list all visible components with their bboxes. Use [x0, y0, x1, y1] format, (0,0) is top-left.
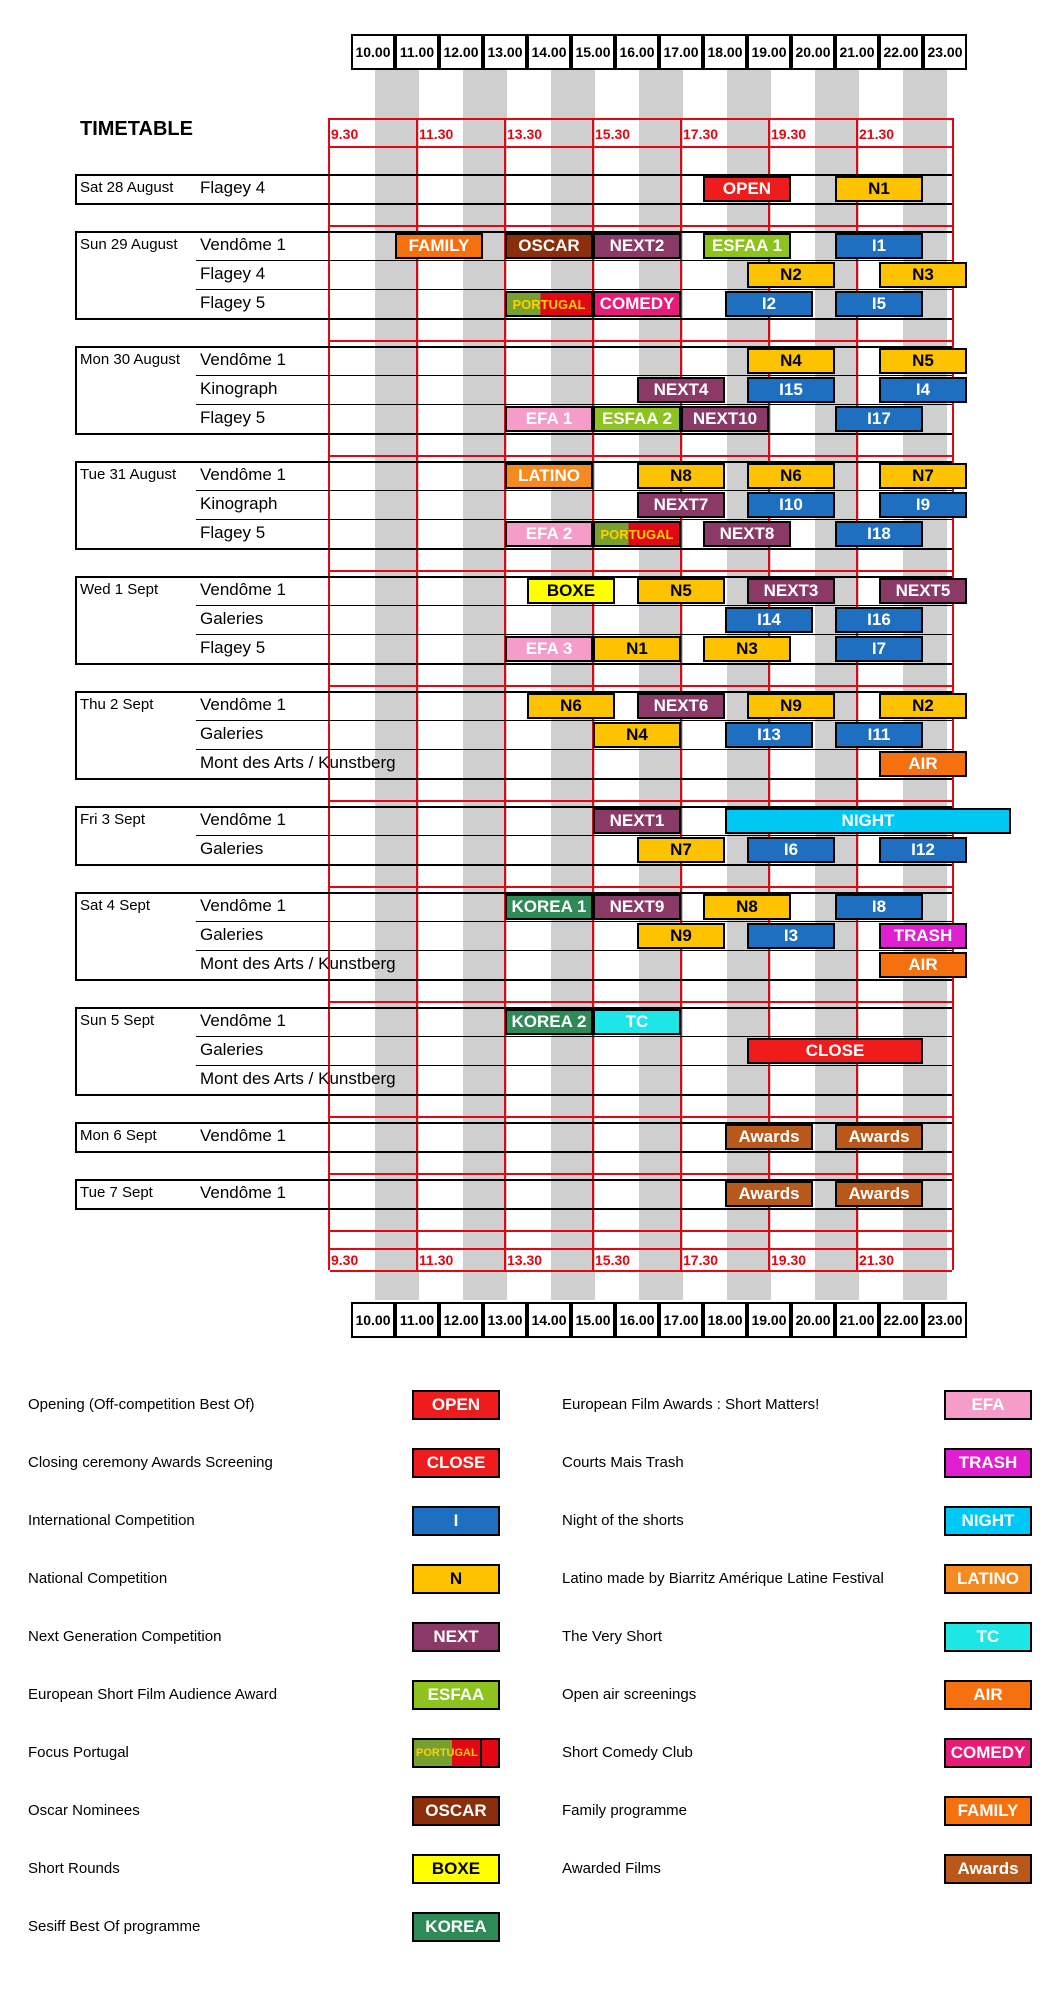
hour-header-bottom: 13.00 — [483, 1302, 527, 1338]
grid-line — [330, 1001, 952, 1003]
venue-label: Galeries — [200, 1040, 264, 1059]
event-esfaa[interactable]: ESFAA 1 — [703, 233, 791, 259]
timetable-title: TIMETABLE — [80, 118, 193, 140]
event-n[interactable]: N1 — [593, 636, 681, 662]
event-close[interactable]: CLOSE — [747, 1038, 923, 1064]
half-hour-label: 17.30 — [683, 126, 719, 142]
day-label: Wed 1 Sept — [80, 581, 159, 598]
venue-label: Flagey 5 — [200, 408, 266, 427]
half-hour-label: 9.30 — [331, 126, 359, 142]
day-left-line — [75, 691, 77, 778]
event-portugal[interactable]: PORTUGAL — [505, 291, 593, 317]
half-hour-label: 21.30 — [859, 1252, 895, 1268]
event-open[interactable]: OPEN — [703, 176, 791, 202]
grid-line — [330, 146, 952, 148]
day-label: Tue 7 Sept — [80, 1184, 153, 1201]
hour-header-top: 16.00 — [615, 34, 659, 70]
legend-label-right: Family programme — [562, 1802, 688, 1819]
hour-stripe — [903, 34, 947, 1300]
legend-label-right: The Very Short — [562, 1628, 663, 1645]
legend-label-left: Oscar Nominees — [28, 1802, 140, 1819]
legend-swatch-oscar: OSCAR — [412, 1796, 500, 1826]
day-label: Tue 31 August — [80, 466, 177, 483]
event-n[interactable]: N9 — [637, 923, 725, 949]
legend-swatch-korea: KOREA — [412, 1912, 500, 1942]
legend-swatch-boxe: BOXE — [412, 1854, 500, 1884]
hour-header-bottom: 23.00 — [923, 1302, 967, 1338]
venue-separator — [196, 289, 952, 290]
event-air[interactable]: AIR — [879, 751, 967, 777]
event-i[interactable]: I7 — [835, 636, 923, 662]
legend-label-right: Courts Mais Trash — [562, 1454, 684, 1471]
half-hour-label: 15.30 — [595, 1252, 631, 1268]
day-left-line — [75, 806, 77, 864]
day-left-line — [75, 1179, 77, 1208]
venue-label: Vendôme 1 — [200, 810, 287, 829]
legend-label-left: Short Rounds — [28, 1860, 120, 1877]
venue-label: Kinograph — [200, 494, 278, 513]
event-efa[interactable]: EFA 1 — [505, 406, 593, 432]
half-hour-label: 19.30 — [771, 1252, 807, 1268]
half-hour-line — [328, 118, 330, 1270]
day-bottom-line — [75, 663, 952, 665]
venue-label: Kinograph — [200, 379, 278, 398]
event-next[interactable]: NEXT7 — [637, 492, 725, 518]
venue-separator — [196, 375, 952, 376]
day-bottom-line — [75, 1094, 952, 1096]
venue-separator — [196, 749, 952, 750]
venue-label: Galeries — [200, 724, 264, 743]
grid-line — [330, 1230, 952, 1232]
grid-line — [330, 1248, 952, 1250]
grid-line — [330, 800, 952, 802]
legend-swatch-next: NEXT — [412, 1622, 500, 1652]
day-separator — [75, 1122, 952, 1124]
venue-label: Vendôme 1 — [200, 235, 287, 254]
day-bottom-line — [75, 433, 952, 435]
event-i[interactable]: I4 — [879, 377, 967, 403]
grid-line — [330, 1270, 952, 1272]
event-awards[interactable]: Awards — [725, 1181, 813, 1207]
day-bottom-line — [75, 318, 952, 320]
event-n[interactable]: N9 — [747, 693, 835, 719]
event-awards[interactable]: Awards — [835, 1124, 923, 1150]
legend-label-left: European Short Film Audience Award — [28, 1686, 278, 1703]
hour-header-top: 21.00 — [835, 34, 879, 70]
venue-separator — [196, 260, 952, 261]
event-n[interactable]: N8 — [703, 894, 791, 920]
day-label: Fri 3 Sept — [80, 811, 146, 828]
event-boxe[interactable]: BOXE — [527, 578, 615, 604]
event-i[interactable]: I8 — [835, 894, 923, 920]
event-n[interactable]: N7 — [879, 463, 967, 489]
day-left-line — [75, 461, 77, 548]
legend — [0, 1370, 1057, 1970]
legend-swatch-trash: TRASH — [944, 1448, 1032, 1478]
hour-header-bottom: 12.00 — [439, 1302, 483, 1338]
hour-header-top: 23.00 — [923, 34, 967, 70]
hour-stripe — [551, 34, 595, 1300]
venue-separator — [196, 1065, 952, 1066]
event-i[interactable]: I12 — [879, 837, 967, 863]
hour-header-top: 22.00 — [879, 34, 923, 70]
legend-label-left: Sesiff Best Of programme — [28, 1918, 201, 1935]
legend-swatch-i: I — [412, 1506, 500, 1536]
event-n[interactable]: N2 — [879, 693, 967, 719]
legend-label-right: Latino made by Biarritz Amérique Latine Festival — [562, 1570, 884, 1587]
half-hour-label: 21.30 — [859, 126, 895, 142]
hour-header-top: 17.00 — [659, 34, 703, 70]
event-n[interactable]: N4 — [593, 722, 681, 748]
hour-header-top: 13.00 — [483, 34, 527, 70]
event-next[interactable]: NEXT4 — [637, 377, 725, 403]
legend-swatch-tc: TC — [944, 1622, 1032, 1652]
day-label: Mon 6 Sept — [80, 1127, 157, 1144]
event-family[interactable]: FAMILY — [395, 233, 483, 259]
half-hour-label: 9.30 — [331, 1252, 359, 1268]
legend-swatch-efa: EFA — [944, 1390, 1032, 1420]
day-bottom-line — [75, 548, 952, 550]
hour-header-bottom: 16.00 — [615, 1302, 659, 1338]
event-next[interactable]: NEXT8 — [703, 521, 791, 547]
day-left-line — [75, 892, 77, 979]
half-hour-line — [416, 118, 418, 1270]
event-n[interactable]: N5 — [879, 348, 967, 374]
event-i[interactable]: I3 — [747, 923, 835, 949]
grid-line — [330, 225, 952, 227]
event-n[interactable]: N6 — [747, 463, 835, 489]
hour-stripe — [463, 34, 507, 1300]
venue-separator — [196, 490, 952, 491]
grid-line — [330, 455, 952, 457]
venue-separator — [196, 720, 952, 721]
hour-stripe — [639, 34, 683, 1300]
half-hour-label: 11.30 — [419, 1252, 454, 1268]
legend-swatch-air: AIR — [944, 1680, 1032, 1710]
hour-header-bottom: 10.00 — [351, 1302, 395, 1338]
event-n[interactable]: N7 — [637, 837, 725, 863]
event-i[interactable]: I5 — [835, 291, 923, 317]
legend-label-left: Focus Portugal — [28, 1744, 129, 1761]
grid-line — [330, 118, 952, 120]
event-next[interactable]: NEXT9 — [593, 894, 681, 920]
legend-swatch-esfaa: ESFAA — [412, 1680, 500, 1710]
venue-label: Galeries — [200, 839, 264, 858]
event-esfaa[interactable]: ESFAA 2 — [593, 406, 681, 432]
event-efa[interactable]: EFA 3 — [505, 636, 593, 662]
grid-line — [330, 340, 952, 342]
venue-separator — [196, 835, 952, 836]
grid-line — [330, 886, 952, 888]
event-i[interactable]: I2 — [725, 291, 813, 317]
grid-line — [330, 570, 952, 572]
event-comedy[interactable]: COMEDY — [593, 291, 681, 317]
legend-label-right: Night of the shorts — [562, 1512, 684, 1529]
event-i[interactable]: I11 — [835, 722, 923, 748]
legend-label-left: Next Generation Competition — [28, 1628, 222, 1645]
hour-header-bottom: 18.00 — [703, 1302, 747, 1338]
venue-label: Galeries — [200, 609, 264, 628]
hour-header-bottom: 22.00 — [879, 1302, 923, 1338]
hour-header-bottom: 19.00 — [747, 1302, 791, 1338]
hour-stripe — [815, 34, 859, 1300]
hour-header-bottom: 21.00 — [835, 1302, 879, 1338]
event-efa[interactable]: EFA 2 — [505, 521, 593, 547]
event-awards[interactable]: Awards — [835, 1181, 923, 1207]
event-awards[interactable]: Awards — [725, 1124, 813, 1150]
day-left-line — [75, 346, 77, 433]
venue-separator — [196, 950, 952, 951]
legend-swatch-n: N — [412, 1564, 500, 1594]
event-n[interactable]: N2 — [747, 262, 835, 288]
day-bottom-line — [75, 1208, 952, 1210]
legend-label-right: Awarded Films — [562, 1860, 661, 1877]
day-left-line — [75, 576, 77, 663]
event-latino[interactable]: LATINO — [505, 463, 593, 489]
event-i[interactable]: I18 — [835, 521, 923, 547]
venue-label: Vendôme 1 — [200, 695, 287, 714]
legend-swatch-close: CLOSE — [412, 1448, 500, 1478]
venue-label: Flagey 4 — [200, 178, 266, 197]
day-left-line — [75, 1007, 77, 1094]
legend-label-right: Short Comedy Club — [562, 1744, 693, 1761]
day-separator — [75, 174, 952, 176]
event-next[interactable]: NEXT10 — [681, 406, 769, 432]
legend-label-right: Open air screenings — [562, 1686, 697, 1703]
hour-header-top: 19.00 — [747, 34, 791, 70]
day-bottom-line — [75, 778, 952, 780]
event-next[interactable]: NEXT1 — [593, 808, 681, 834]
legend-label-left: National Competition — [28, 1570, 168, 1587]
legend-label-left: Opening (Off-competition Best Of) — [28, 1396, 255, 1413]
half-hour-label: 11.30 — [419, 126, 454, 142]
day-label: Sun 29 August — [80, 236, 178, 253]
legend-swatch-open: OPEN — [412, 1390, 500, 1420]
day-label: Thu 2 Sept — [80, 696, 154, 713]
event-n[interactable]: N8 — [637, 463, 725, 489]
event-next[interactable]: NEXT5 — [879, 578, 967, 604]
event-korea[interactable]: KOREA 1 — [505, 894, 593, 920]
half-hour-label: 13.30 — [507, 1252, 543, 1268]
day-label: Mon 30 August — [80, 351, 181, 368]
legend-swatch-comedy: COMEDY — [944, 1738, 1032, 1768]
venue-separator — [196, 519, 952, 520]
event-n[interactable]: N3 — [879, 262, 967, 288]
venue-label: Vendôme 1 — [200, 1011, 287, 1030]
day-bottom-line — [75, 203, 952, 205]
half-hour-label: 19.30 — [771, 126, 807, 142]
venue-label: Flagey 5 — [200, 293, 266, 312]
half-hour-label: 15.30 — [595, 126, 631, 142]
legend-swatch-awards: Awards — [944, 1854, 1032, 1884]
event-i[interactable]: I6 — [747, 837, 835, 863]
venue-label: Flagey 5 — [200, 523, 266, 542]
venue-separator — [196, 605, 952, 606]
event-oscar[interactable]: OSCAR — [505, 233, 593, 259]
venue-label: Vendôme 1 — [200, 896, 287, 915]
hour-header-top: 18.00 — [703, 34, 747, 70]
legend-label-left: Closing ceremony Awards Screening — [28, 1454, 273, 1471]
event-n[interactable]: N1 — [835, 176, 923, 202]
event-n[interactable]: N3 — [703, 636, 791, 662]
event-i[interactable]: I13 — [725, 722, 813, 748]
hour-header-top: 10.00 — [351, 34, 395, 70]
event-night[interactable]: NIGHT — [725, 808, 1011, 834]
day-bottom-line — [75, 979, 952, 981]
grid-line — [330, 1173, 952, 1175]
hour-stripe — [727, 34, 771, 1300]
event-next[interactable]: NEXT3 — [747, 578, 835, 604]
event-n[interactable]: N5 — [637, 578, 725, 604]
venue-label: Mont des Arts / Kunstberg — [200, 753, 396, 772]
venue-label: Mont des Arts / Kunstberg — [200, 954, 396, 973]
event-n[interactable]: N6 — [527, 693, 615, 719]
venue-label: Vendôme 1 — [200, 1183, 287, 1202]
venue-label: Vendôme 1 — [200, 465, 287, 484]
venue-label: Galeries — [200, 925, 264, 944]
venue-label: Flagey 5 — [200, 638, 266, 657]
event-portugal[interactable]: PORTUGAL — [593, 521, 681, 547]
hour-header-bottom: 17.00 — [659, 1302, 703, 1338]
day-left-line — [75, 231, 77, 318]
event-trash[interactable]: TRASH — [879, 923, 967, 949]
event-korea[interactable]: KOREA 2 — [505, 1009, 593, 1035]
venue-separator — [196, 634, 952, 635]
event-next[interactable]: NEXT6 — [637, 693, 725, 719]
hour-header-bottom: 11.00 — [395, 1302, 439, 1338]
event-air[interactable]: AIR — [879, 952, 967, 978]
grid-line — [330, 1116, 952, 1118]
day-left-line — [75, 1122, 77, 1151]
legend-label-right: European Film Awards : Short Matters! — [562, 1396, 820, 1413]
legend-label-left: International Competition — [28, 1512, 195, 1529]
venue-label: Vendôme 1 — [200, 1126, 287, 1145]
venue-separator — [196, 921, 952, 922]
event-i[interactable]: I15 — [747, 377, 835, 403]
event-n[interactable]: N4 — [747, 348, 835, 374]
venue-label: Flagey 4 — [200, 264, 266, 283]
legend-swatch-portugal: PORTUGAL — [412, 1738, 500, 1768]
event-tc[interactable]: TC — [593, 1009, 681, 1035]
venue-label: Vendôme 1 — [200, 350, 287, 369]
venue-separator — [196, 404, 952, 405]
legend-swatch-family: FAMILY — [944, 1796, 1032, 1826]
day-bottom-line — [75, 1151, 952, 1153]
event-i[interactable]: I16 — [835, 607, 923, 633]
day-bottom-line — [75, 864, 952, 866]
legend-swatch-latino: LATINO — [944, 1564, 1032, 1594]
venue-label: Mont des Arts / Kunstberg — [200, 1069, 396, 1088]
event-i[interactable]: I14 — [725, 607, 813, 633]
day-label: Sat 4 Sept — [80, 897, 151, 914]
day-left-line — [75, 174, 77, 203]
hour-header-top: 15.00 — [571, 34, 615, 70]
grid-line — [330, 685, 952, 687]
hour-header-bottom: 14.00 — [527, 1302, 571, 1338]
event-i[interactable]: I10 — [747, 492, 835, 518]
day-separator — [75, 1179, 952, 1181]
day-label: Sun 5 Sept — [80, 1012, 155, 1029]
hour-header-top: 11.00 — [395, 34, 439, 70]
event-next[interactable]: NEXT2 — [593, 233, 681, 259]
venue-separator — [196, 1036, 952, 1037]
hour-header-top: 20.00 — [791, 34, 835, 70]
hour-header-bottom: 20.00 — [791, 1302, 835, 1338]
event-i[interactable]: I1 — [835, 233, 923, 259]
event-i[interactable]: I17 — [835, 406, 923, 432]
legend-swatch-night: NIGHT — [944, 1506, 1032, 1536]
half-hour-label: 13.30 — [507, 126, 543, 142]
hour-stripe — [375, 34, 419, 1300]
hour-header-top: 14.00 — [527, 34, 571, 70]
hour-header-bottom: 15.00 — [571, 1302, 615, 1338]
hour-header-top: 12.00 — [439, 34, 483, 70]
venue-label: Vendôme 1 — [200, 580, 287, 599]
event-i[interactable]: I9 — [879, 492, 967, 518]
half-hour-label: 17.30 — [683, 1252, 719, 1268]
day-label: Sat 28 August — [80, 179, 174, 196]
